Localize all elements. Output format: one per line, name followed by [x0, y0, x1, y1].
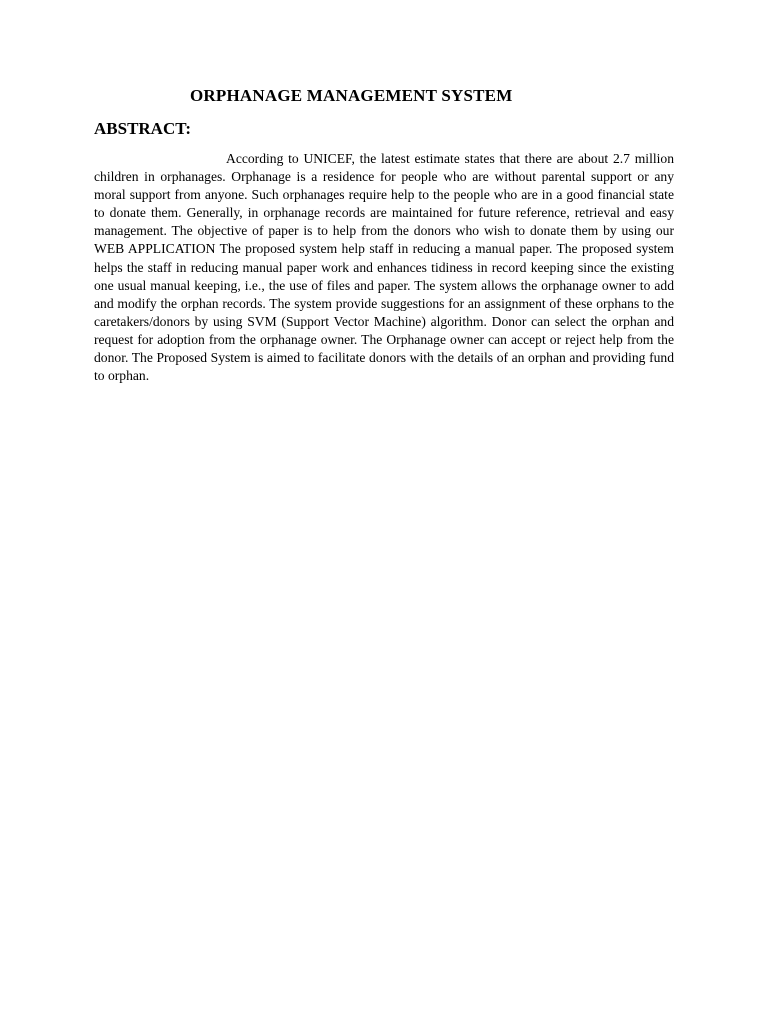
document-title: ORPHANAGE MANAGEMENT SYSTEM	[190, 86, 513, 105]
abstract-paragraph: According to UNICEF, the latest estimate states that there are about 2.7 million children in orphanages. Orphanage is a residence for people who are without parental support or any moral support from anyone. Such orphanages require help to the people who are in a good financial state to donate them. Generally, in orphanage records are maintained for future reference, retrieval and easy management. The objective of paper is to help from the donors who wish to donate them by using our WEB APPLICATION The proposed system help staff in reducing a manual paper. The proposed system helps the staff in reducing manual paper work and enhances tidiness in record keeping since the existing one usual manual keeping, i.e., the use of files and paper. The system allows the orphanage owner to add and modify the orphan records. The system provide suggestions for an assignment of these orphans to the caretakers/donors by using SVM (Support Vector Machine) algorithm. Donor can select the orphan and request for adoption from the orphanage owner. The Orphanage owner can accept or reject help from the donor. The Proposed System is aimed to facilitate donors with the details of an orphan and providing fund to orphan.	[94, 151, 674, 384]
abstract-heading: ABSTRACT:	[94, 119, 191, 138]
